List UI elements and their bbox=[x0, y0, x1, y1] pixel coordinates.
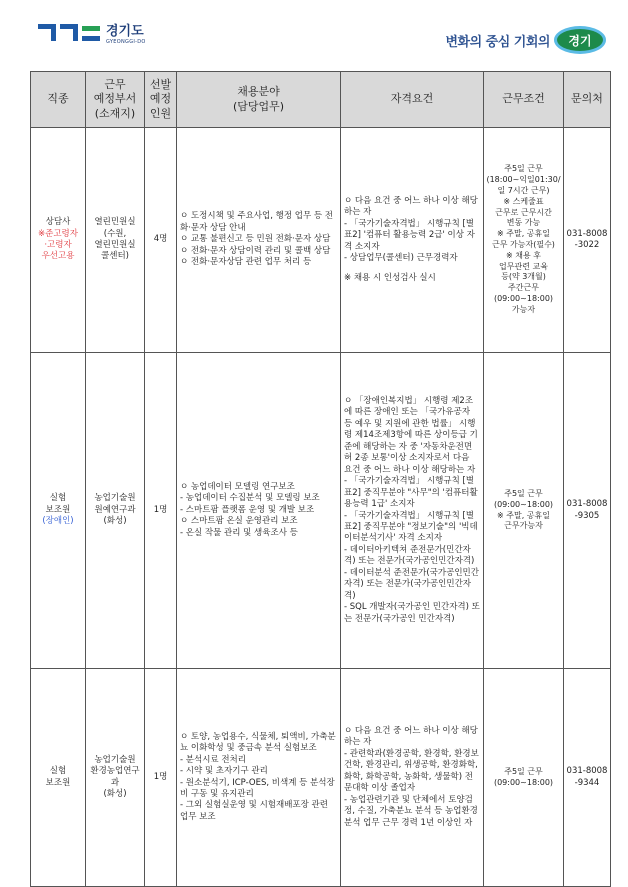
duty-item: - 원소분석기, ICP-OES, 비색계 등 분석장비 구동 및 유지관리 bbox=[180, 777, 335, 799]
qualification-item: ※ 채용 시 인성검사 실시 bbox=[344, 272, 436, 283]
qualification-item: - SQL 개발자(국가공인 민간자격) 또는 전문가(국가공인 민간자격) bbox=[344, 602, 480, 624]
dept-cell: 농업기술원 환경농업연구과 (화성) bbox=[86, 669, 145, 887]
slogan bbox=[445, 26, 606, 54]
dept-cell: 농업기술원 원예연구과 (화성) bbox=[86, 353, 145, 669]
col-header-count: 선발 예정 인원 bbox=[145, 72, 177, 128]
col-header-contact: 문의처 bbox=[564, 72, 611, 128]
qualification-item: - 「국가기술자격법」 시행규칙 [별표2] 중직무분야 "사무"의 '컴퓨터활용능력 1급' 소지자 bbox=[344, 476, 478, 510]
qualification-item: ㅇ 다음 요건 중 어느 하나 이상 해당하는 자 bbox=[344, 725, 478, 748]
job-title: 실험 보조원 bbox=[45, 766, 71, 788]
logo-text: 경기도 bbox=[106, 24, 144, 39]
conditions-cell: 주5일 근무 (09:00~18:00) ※ 주말, 공휴일 근무가능자 bbox=[484, 353, 564, 669]
duty-item: - 그외 실험실운영 및 시험재배포장 관련 업무 보조 bbox=[180, 800, 328, 822]
slogan-text: 변화의 중심 기회의 bbox=[445, 34, 550, 50]
recruitment-table bbox=[30, 71, 611, 887]
job-cell bbox=[31, 128, 86, 353]
conditions-cell: 주5일 근무 (09:00~18:00) bbox=[484, 669, 564, 887]
qualification-item: - 「국가기술자격법」 시행규칙 [별표2] '컴퓨터 활용능력 2급' 이상 자격 소지자 bbox=[344, 218, 475, 252]
logo-mark-icon bbox=[38, 24, 100, 46]
qualification-item: - 농업관련기관 및 단체에서 토양검정, 수질, 가축분뇨 분석 등 농업환경분석 업무 근무 경력 1년 이상인 자 bbox=[344, 794, 478, 828]
qualification-item: - 「국가기술자격법」 시행규칙 [별표2] 중직무분야 "정보기술"의 '빅데이터분석기사' 자격 소지자 bbox=[344, 510, 478, 544]
job-note: ※준고령자 ·고령자 우선고용 bbox=[38, 228, 78, 262]
duties-cell bbox=[177, 353, 341, 669]
duties-cell bbox=[177, 669, 341, 887]
job-cell bbox=[31, 353, 86, 669]
duty-item: - 농업데이터 수집분석 및 모델링 보조 bbox=[180, 493, 320, 504]
count-cell: 4명 bbox=[145, 128, 177, 353]
duty-item: - 시약 및 초자기구 관리 bbox=[180, 766, 268, 777]
page-header bbox=[0, 0, 628, 62]
qualifications-cell bbox=[341, 669, 484, 887]
table-row bbox=[31, 669, 611, 887]
count-cell: 1명 bbox=[145, 353, 177, 669]
contact-cell: 031-8008 -9305 bbox=[564, 353, 611, 669]
col-header-duties: 채용분야 (담당업무) bbox=[177, 72, 341, 128]
job-title: 실험 보조원 bbox=[45, 493, 71, 515]
contact-cell: 031-8008 -9344 bbox=[564, 669, 611, 887]
duty-item: - 온실 작물 관리 및 생육조사 등 bbox=[180, 527, 298, 538]
job-note: (장애인) bbox=[42, 516, 74, 527]
duties-cell bbox=[177, 128, 341, 353]
qualification-item: ㅇ 「장애인복지법」 시행령 제2조에 따른 장애인 또는 「국가유공자 등 예우 및 지원에 관한 법률」 시행령 제14조제3항에 따른 상이등급 기준에 해당하는 자 중 '자동차운전면허 2종 보통'이상 소지자로서 다음 요건 중 어느 하나 이상 해당하는 자 bbox=[344, 395, 478, 475]
duty-item: ㅇ 스마트팜 온실 운영관리 보조 bbox=[180, 516, 298, 527]
job-title: 상담사 bbox=[45, 217, 71, 228]
col-header-conditions: 근무조건 bbox=[484, 72, 564, 128]
qualifications-cell bbox=[341, 353, 484, 669]
conditions-cell: 주5일 근무 (18:00~익일01:30/ 일 7시간 근무) ※ 스케줄표 근무로 근무시간 변동 가능 ※ 주말, 공휴일 근무 가능자(필수) ※ 채용 후 업무관련 교육 등(약 3개월) 주간근무 (09:00~18:00) 가능자 bbox=[484, 128, 564, 353]
qualification-item: ㅇ 다음 요건 중 어느 하나 이상 해당하는 자 bbox=[344, 195, 478, 218]
table-header-row bbox=[31, 72, 611, 128]
dept-cell: 열린민원실 (수원, 열린민원실 콜센터) bbox=[86, 128, 145, 353]
col-header-qualifications: 자격요건 bbox=[341, 72, 484, 128]
duty-item: ㅇ 도정시책 및 주요사업, 행정 업무 등 전화·문자 상담 안내 bbox=[180, 211, 333, 233]
gyeonggi-logo bbox=[38, 24, 146, 46]
duty-item: ㅇ 교통 불편신고 등 민원 전화·문자 상담 bbox=[180, 234, 331, 245]
qualification-item: - 데이터아키텍쳐 준전문가(민간자격) 또는 전문가(국가공인민간자격) bbox=[344, 544, 475, 567]
duty-item: - 스마트팜 플랫폼 운영 및 개발 보조 bbox=[180, 504, 315, 515]
count-cell: 1명 bbox=[145, 669, 177, 887]
table-row bbox=[31, 353, 611, 669]
col-header-job: 직종 bbox=[31, 72, 86, 128]
slogan-badge: 경기 bbox=[554, 26, 606, 54]
duty-item: ㅇ 토양, 농업용수, 식물체, 퇴액비, 가축분뇨 이화학성 및 중금속 분석 실험보조 bbox=[180, 731, 336, 754]
duty-item: ㅇ 농업데이터 모델링 연구보조 bbox=[180, 481, 295, 492]
qualification-item: - 데이터분석 준전문가(국가공인민간자격) 또는 전문가(국가공인민간자격) bbox=[344, 567, 479, 601]
qualifications-cell bbox=[341, 128, 484, 353]
logo-subtext: GYEONGGI-DO bbox=[106, 39, 146, 45]
qualification-item: - 관련학과(환경공학, 환경학, 환경보건학, 환경관리, 위생공학, 환경화학, 화학, 화학공학, 농화학, 생물학) 전문대학 이상 졸업자 bbox=[344, 748, 479, 794]
qualification-item bbox=[344, 265, 480, 273]
contact-cell: 031-8008 -3022 bbox=[564, 128, 611, 353]
col-header-dept: 근무 예정부서 (소재지) bbox=[86, 72, 145, 128]
duty-item: ㅇ 전화·문자상담 관련 업무 처리 등 bbox=[180, 257, 312, 268]
job-cell bbox=[31, 669, 86, 887]
duty-item: - 분석시료 전처리 bbox=[180, 754, 246, 765]
qualification-item: - 상담업무(콜센터) 근무경력자 bbox=[344, 253, 458, 264]
table-row bbox=[31, 128, 611, 353]
duty-item: ㅇ 전화·문자 상담이력 관리 및 콜백 상담 bbox=[180, 245, 331, 256]
